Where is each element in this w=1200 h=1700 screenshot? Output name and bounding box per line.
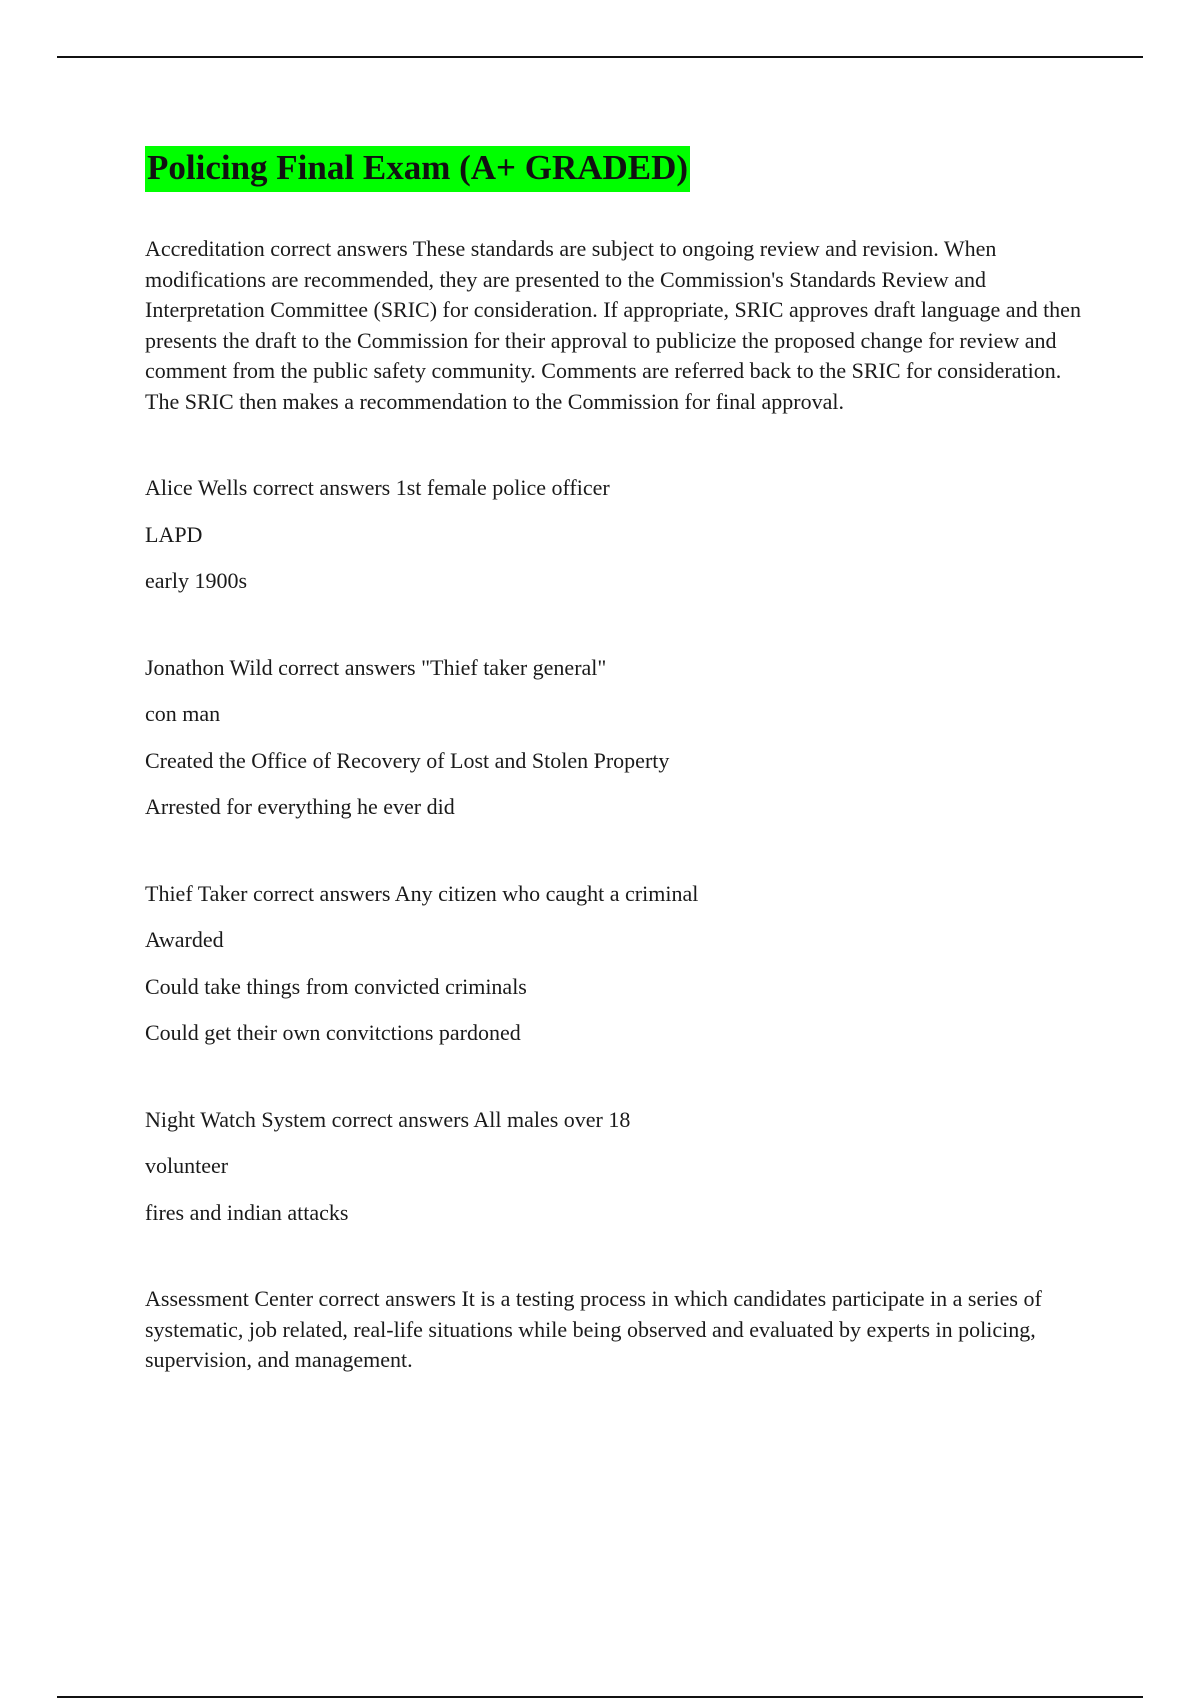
- entry-line: Night Watch System correct answers All males over 18: [145, 1106, 631, 1132]
- entry-night-watch-system: [145, 1105, 1095, 1229]
- entry-line: Could get their own convitctions pardoned: [145, 1020, 521, 1045]
- entry-line: Created the Office of Recovery of Lost and Stolen Property: [145, 747, 670, 773]
- entry-alice-wells: [145, 473, 1095, 597]
- entry-assessment-center: [145, 1284, 1095, 1376]
- entry-line: early 1900s: [145, 568, 248, 593]
- entry-line: Thief Taker correct answers Any citizen who caught a criminal: [145, 880, 699, 906]
- entry-line: volunteer: [145, 1153, 229, 1178]
- entry-line: fires and indian attacks: [145, 1199, 349, 1225]
- entry-line: Accreditation correct answers These standards are subject to ongoing review and revision. When modifications are recommended, they are presented to the Commission's Standards Review and Interpretation Committee (SRIC) for consideration. If appropriate, SRIC approves draft language and then presents the draft to the Commission for their approval to publicize the proposed change for review and comment from the public safety community. Comments are referred back to the SRIC for consideration. The SRIC then makes a recommendation to the Commission for final approval.: [145, 236, 1081, 414]
- entry-line: Arrested for everything he ever did: [145, 794, 455, 819]
- entry-accreditation: [145, 234, 1095, 417]
- entry-jonathon-wild: [145, 653, 1095, 823]
- entry-line: Awarded: [145, 927, 224, 952]
- document-title: Policing Final Exam (A+ GRADED): [145, 146, 690, 192]
- entry-line: Alice Wells correct answers 1st female police officer: [145, 475, 610, 500]
- entry-line: con man: [145, 701, 221, 726]
- entry-line: Assessment Center correct answers It is a testing process in which candidates participate in a series of systematic, job related, real-life situations while being observed and evaluated by experts in policing, supervision, and management.: [145, 1286, 1042, 1372]
- entries-list: [145, 234, 1095, 1376]
- entry-line: LAPD: [145, 521, 203, 547]
- entry-thief-taker: [145, 879, 1095, 1049]
- footer-rule: [57, 1696, 1143, 1698]
- entry-line: Could take things from convicted criminals: [145, 973, 527, 999]
- entry-line: Jonathon Wild correct answers "Thief taker general": [145, 654, 607, 680]
- header-rule: [57, 56, 1143, 58]
- document-body: [145, 146, 1095, 1376]
